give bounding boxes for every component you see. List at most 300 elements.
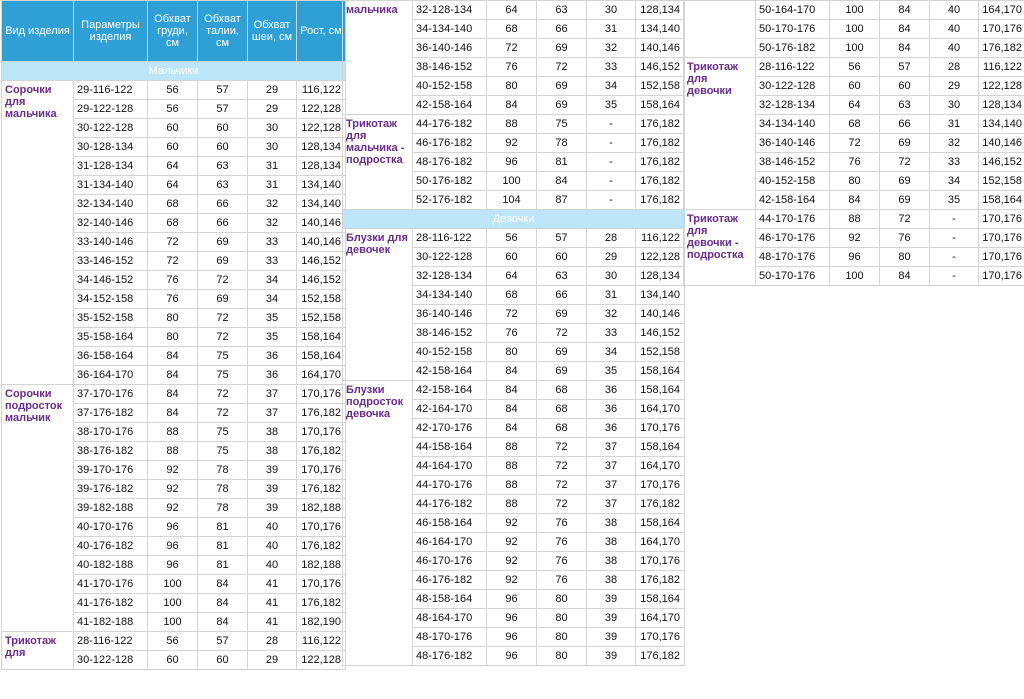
chest-cell: 56 <box>830 58 880 77</box>
waist-cell: 75 <box>198 347 248 366</box>
height-cell: 170,176 <box>636 476 685 495</box>
chest-cell: 96 <box>487 590 537 609</box>
size-params-cell: 38-170-176 <box>74 423 148 442</box>
waist-cell: 63 <box>198 176 248 195</box>
size-params-cell: 48-176-182 <box>413 153 487 172</box>
column-header: Вид изделия <box>2 1 74 62</box>
neck-cell: - <box>930 229 979 248</box>
waist-cell: 81 <box>198 537 248 556</box>
chest-cell: 64 <box>830 96 880 115</box>
neck-cell: 29 <box>248 81 297 100</box>
waist-cell: 68 <box>537 381 587 400</box>
height-cell: 164,170 <box>636 457 685 476</box>
section-title: Девочки <box>343 210 685 229</box>
size-table <box>1 0 346 670</box>
size-params-cell: 34-146-152 <box>74 271 148 290</box>
waist-cell: 69 <box>198 252 248 271</box>
height-cell: 158,164 <box>636 514 685 533</box>
size-params-cell: 44-176-182 <box>413 115 487 134</box>
chest-cell: 60 <box>487 248 537 267</box>
size-params-cell: 28-116-122 <box>74 632 148 651</box>
chest-cell: 64 <box>148 157 198 176</box>
height-cell: 170,176 <box>979 248 1024 267</box>
product-group-label: Трикотаж для девочки - подростка <box>684 210 756 286</box>
height-cell: 170,176 <box>636 552 685 571</box>
waist-cell: 69 <box>198 233 248 252</box>
size-params-cell: 42-158-164 <box>413 96 487 115</box>
size-table <box>342 0 685 666</box>
height-cell: 128,134 <box>979 96 1024 115</box>
waist-cell: 69 <box>537 362 587 381</box>
chest-cell: 64 <box>487 267 537 286</box>
chest-cell: 72 <box>487 305 537 324</box>
size-params-cell: 42-170-176 <box>413 419 487 438</box>
neck-cell: 39 <box>587 628 636 647</box>
chest-cell: 72 <box>148 252 198 271</box>
chest-cell: 68 <box>830 115 880 134</box>
height-cell: 134,140 <box>297 195 346 214</box>
height-cell: 164,170 <box>979 1 1024 20</box>
waist-cell: 68 <box>537 400 587 419</box>
chest-cell: 104 <box>487 191 537 210</box>
neck-cell: 37 <box>587 495 636 514</box>
neck-cell: 36 <box>587 381 636 400</box>
waist-cell: 87 <box>537 191 587 210</box>
neck-cell: 34 <box>930 172 979 191</box>
height-cell: 176,182 <box>297 404 346 423</box>
neck-cell: 38 <box>587 552 636 571</box>
chest-cell: 76 <box>830 153 880 172</box>
height-cell: 122,128 <box>297 100 346 119</box>
height-cell: 176,182 <box>636 134 685 153</box>
chest-cell: 80 <box>830 172 880 191</box>
size-params-cell: 46-158-164 <box>413 514 487 533</box>
neck-cell: 38 <box>248 442 297 461</box>
size-params-cell: 41-176-182 <box>74 594 148 613</box>
waist-cell: 69 <box>880 191 930 210</box>
height-cell: 122,128 <box>979 77 1024 96</box>
neck-cell: - <box>587 153 636 172</box>
size-params-cell: 39-176-182 <box>74 480 148 499</box>
neck-cell: 29 <box>930 77 979 96</box>
size-params-cell: 38-146-152 <box>413 58 487 77</box>
chest-cell: 64 <box>148 176 198 195</box>
table-row <box>343 1 685 20</box>
waist-cell: 57 <box>198 100 248 119</box>
neck-cell: 33 <box>930 153 979 172</box>
chest-cell: 92 <box>487 533 537 552</box>
height-cell: 170,176 <box>979 210 1024 229</box>
neck-cell: 40 <box>930 20 979 39</box>
height-cell: 164,170 <box>297 366 346 385</box>
waist-cell: 63 <box>880 96 930 115</box>
chest-cell: 56 <box>487 229 537 248</box>
waist-cell: 80 <box>537 647 587 666</box>
neck-cell: 40 <box>248 537 297 556</box>
chest-cell: 96 <box>487 628 537 647</box>
column-header: Параметры изделия <box>74 1 148 62</box>
height-cell: 116,122 <box>979 58 1024 77</box>
chest-cell: 92 <box>148 480 198 499</box>
size-params-cell: 31-134-140 <box>74 176 148 195</box>
chest-cell: 80 <box>487 343 537 362</box>
chest-cell: 88 <box>148 423 198 442</box>
size-params-cell: 48-164-170 <box>413 609 487 628</box>
size-params-cell: 29-122-128 <box>74 100 148 119</box>
height-cell: 140,146 <box>636 39 685 58</box>
height-cell: 158,164 <box>636 381 685 400</box>
waist-cell: 80 <box>537 609 587 628</box>
table-row <box>684 1 1024 20</box>
height-cell: 176,182 <box>636 495 685 514</box>
table-header-row <box>2 1 346 62</box>
height-cell: 134,140 <box>636 20 685 39</box>
chest-cell: 96 <box>487 647 537 666</box>
size-params-cell: 36-164-170 <box>74 366 148 385</box>
chest-cell: 100 <box>148 575 198 594</box>
waist-cell: 84 <box>198 613 248 632</box>
waist-cell: 81 <box>198 518 248 537</box>
waist-cell: 63 <box>198 157 248 176</box>
size-params-cell: 31-128-134 <box>74 157 148 176</box>
chest-cell: 60 <box>148 119 198 138</box>
waist-cell: 75 <box>537 115 587 134</box>
height-cell: 170,176 <box>297 461 346 480</box>
neck-cell: - <box>930 267 979 286</box>
chest-cell: 92 <box>487 134 537 153</box>
height-cell: 176,182 <box>636 571 685 590</box>
neck-cell: 32 <box>587 305 636 324</box>
waist-cell: 81 <box>537 153 587 172</box>
chest-cell: 92 <box>487 571 537 590</box>
waist-cell: 69 <box>537 77 587 96</box>
height-cell: 164,170 <box>636 400 685 419</box>
height-cell: 146,152 <box>636 324 685 343</box>
neck-cell: - <box>930 248 979 267</box>
waist-cell: 80 <box>880 248 930 267</box>
waist-cell: 78 <box>198 461 248 480</box>
height-cell: 170,176 <box>297 518 346 537</box>
waist-cell: 84 <box>198 594 248 613</box>
neck-cell: 31 <box>930 115 979 134</box>
waist-cell: 72 <box>880 153 930 172</box>
size-params-cell: 44-164-170 <box>413 457 487 476</box>
height-cell: 122,128 <box>297 651 346 670</box>
product-group-label: Трикотаж для <box>2 632 74 670</box>
height-cell: 140,146 <box>297 233 346 252</box>
waist-cell: 69 <box>198 290 248 309</box>
chest-cell: 100 <box>148 594 198 613</box>
chest-cell: 96 <box>148 537 198 556</box>
neck-cell: 39 <box>248 461 297 480</box>
column-header: Обхват талии, см <box>198 1 248 62</box>
size-params-cell: 50-170-176 <box>756 267 830 286</box>
chest-cell: 80 <box>148 328 198 347</box>
height-cell: 176,182 <box>297 480 346 499</box>
neck-cell: 36 <box>587 419 636 438</box>
waist-cell: 60 <box>198 651 248 670</box>
neck-cell: 39 <box>587 609 636 628</box>
neck-cell: 34 <box>248 271 297 290</box>
height-cell: 170,176 <box>636 628 685 647</box>
height-cell: 158,164 <box>636 590 685 609</box>
neck-cell: 37 <box>587 438 636 457</box>
waist-cell: 60 <box>537 248 587 267</box>
neck-cell: 34 <box>248 290 297 309</box>
neck-cell: 37 <box>587 457 636 476</box>
height-cell: 158,164 <box>636 438 685 457</box>
waist-cell: 63 <box>537 267 587 286</box>
height-cell: 128,134 <box>636 1 685 20</box>
size-params-cell: 32-140-146 <box>74 214 148 233</box>
size-params-cell: 40-152-158 <box>413 343 487 362</box>
chest-cell: 88 <box>487 115 537 134</box>
waist-cell: 76 <box>537 533 587 552</box>
size-params-cell: 50-176-182 <box>413 172 487 191</box>
product-group-label <box>684 1 756 58</box>
size-params-cell: 52-176-182 <box>413 191 487 210</box>
neck-cell: 36 <box>587 400 636 419</box>
chest-cell: 56 <box>148 81 198 100</box>
waist-cell: 84 <box>880 267 930 286</box>
neck-cell: 32 <box>248 214 297 233</box>
chest-cell: 84 <box>487 381 537 400</box>
size-params-cell: 33-146-152 <box>74 252 148 271</box>
waist-cell: 72 <box>537 495 587 514</box>
waist-cell: 57 <box>880 58 930 77</box>
size-params-cell: 30-122-128 <box>74 651 148 670</box>
chest-cell: 56 <box>148 100 198 119</box>
chest-cell: 60 <box>830 77 880 96</box>
waist-cell: 76 <box>537 514 587 533</box>
height-cell: 152,158 <box>297 290 346 309</box>
size-params-cell: 40-182-188 <box>74 556 148 575</box>
column-header: Обхват шеи, см <box>248 1 297 62</box>
neck-cell: - <box>587 115 636 134</box>
chest-cell: 72 <box>148 233 198 252</box>
height-cell: 176,182 <box>297 537 346 556</box>
size-params-cell: 39-182-188 <box>74 499 148 518</box>
height-cell: 176,182 <box>636 647 685 666</box>
chest-cell: 96 <box>148 518 198 537</box>
product-group-label: Блузки для девочек <box>343 229 413 381</box>
height-cell: 176,182 <box>636 115 685 134</box>
height-cell: 158,164 <box>979 191 1024 210</box>
neck-cell: 29 <box>587 248 636 267</box>
height-cell: 176,182 <box>636 191 685 210</box>
height-cell: 116,122 <box>297 81 346 100</box>
size-params-cell: 48-176-182 <box>413 647 487 666</box>
neck-cell: 35 <box>587 96 636 115</box>
neck-cell: 41 <box>248 575 297 594</box>
size-params-cell: 40-176-182 <box>74 537 148 556</box>
waist-cell: 80 <box>537 590 587 609</box>
size-params-cell: 50-170-176 <box>756 20 830 39</box>
height-cell: 170,176 <box>979 20 1024 39</box>
neck-cell: 33 <box>587 58 636 77</box>
size-params-cell: 46-170-176 <box>756 229 830 248</box>
chest-cell: 92 <box>830 229 880 248</box>
height-cell: 128,134 <box>297 157 346 176</box>
height-cell: 134,140 <box>636 286 685 305</box>
waist-cell: 57 <box>198 632 248 651</box>
size-params-cell: 38-146-152 <box>413 324 487 343</box>
waist-cell: 78 <box>198 480 248 499</box>
height-cell: 146,152 <box>297 271 346 290</box>
waist-cell: 75 <box>198 423 248 442</box>
height-cell: 122,128 <box>297 119 346 138</box>
waist-cell: 72 <box>198 385 248 404</box>
chest-cell: 76 <box>148 271 198 290</box>
neck-cell: 33 <box>248 233 297 252</box>
size-params-cell: 42-158-164 <box>756 191 830 210</box>
height-cell: 182,190 <box>297 613 346 632</box>
neck-cell: 40 <box>248 518 297 537</box>
waist-cell: 66 <box>198 214 248 233</box>
height-cell: 170,176 <box>636 419 685 438</box>
size-params-cell: 35-152-158 <box>74 309 148 328</box>
table-row <box>684 210 1024 229</box>
neck-cell: 39 <box>248 499 297 518</box>
chest-cell: 96 <box>830 248 880 267</box>
size-table <box>683 0 1024 286</box>
section-title: Мальчики <box>2 62 346 81</box>
waist-cell: 84 <box>880 39 930 58</box>
chest-cell: 76 <box>487 58 537 77</box>
chest-cell: 72 <box>487 39 537 58</box>
neck-cell: 30 <box>248 119 297 138</box>
waist-cell: 72 <box>198 271 248 290</box>
waist-cell: 84 <box>198 575 248 594</box>
size-params-cell: 38-146-152 <box>756 153 830 172</box>
waist-cell: 69 <box>537 305 587 324</box>
chest-cell: 56 <box>148 632 198 651</box>
chest-cell: 64 <box>487 1 537 20</box>
neck-cell: 38 <box>587 571 636 590</box>
height-cell: 182,188 <box>297 499 346 518</box>
size-params-cell: 35-158-164 <box>74 328 148 347</box>
height-cell: 164,170 <box>636 609 685 628</box>
size-params-cell: 38-176-182 <box>74 442 148 461</box>
size-params-cell: 41-170-176 <box>74 575 148 594</box>
neck-cell: 29 <box>248 651 297 670</box>
waist-cell: 57 <box>198 81 248 100</box>
height-cell: 182,188 <box>297 556 346 575</box>
height-cell: 122,128 <box>636 248 685 267</box>
height-cell: 146,152 <box>297 252 346 271</box>
size-params-cell: 28-116-122 <box>756 58 830 77</box>
chest-cell: 68 <box>487 286 537 305</box>
size-params-cell: 40-152-158 <box>756 172 830 191</box>
height-cell: 140,146 <box>297 214 346 233</box>
size-params-cell: 30-122-128 <box>756 77 830 96</box>
neck-cell: 28 <box>930 58 979 77</box>
size-params-cell: 34-134-140 <box>413 20 487 39</box>
chest-cell: 84 <box>148 385 198 404</box>
chest-cell: 68 <box>487 20 537 39</box>
neck-cell: - <box>930 210 979 229</box>
size-params-cell: 32-134-140 <box>74 195 148 214</box>
size-table-column-3 <box>683 0 1024 286</box>
neck-cell: 31 <box>587 20 636 39</box>
neck-cell: 36 <box>248 347 297 366</box>
table-row <box>343 381 685 400</box>
chest-cell: 84 <box>487 400 537 419</box>
size-params-cell: 33-140-146 <box>74 233 148 252</box>
chest-cell: 76 <box>487 324 537 343</box>
neck-cell: 38 <box>248 423 297 442</box>
height-cell: 164,170 <box>636 533 685 552</box>
chest-cell: 92 <box>148 461 198 480</box>
waist-cell: 69 <box>880 134 930 153</box>
neck-cell: 35 <box>587 362 636 381</box>
waist-cell: 69 <box>537 39 587 58</box>
neck-cell: 32 <box>930 134 979 153</box>
chest-cell: 84 <box>148 404 198 423</box>
height-cell: 134,140 <box>297 176 346 195</box>
chest-cell: 88 <box>487 476 537 495</box>
chest-cell: 84 <box>487 362 537 381</box>
height-cell: 152,158 <box>636 77 685 96</box>
size-params-cell: 50-176-182 <box>756 39 830 58</box>
chest-cell: 76 <box>148 290 198 309</box>
size-params-cell: 37-176-182 <box>74 404 148 423</box>
chest-cell: 84 <box>487 419 537 438</box>
neck-cell: 28 <box>587 229 636 248</box>
waist-cell: 66 <box>198 195 248 214</box>
height-cell: 146,152 <box>979 153 1024 172</box>
height-cell: 170,176 <box>297 423 346 442</box>
size-params-cell: 30-122-128 <box>413 248 487 267</box>
size-params-cell: 34-134-140 <box>413 286 487 305</box>
neck-cell: 37 <box>248 385 297 404</box>
waist-cell: 81 <box>198 556 248 575</box>
waist-cell: 72 <box>537 438 587 457</box>
neck-cell: - <box>587 172 636 191</box>
size-params-cell: 42-164-170 <box>413 400 487 419</box>
neck-cell: 30 <box>930 96 979 115</box>
product-group-label: мальчика <box>343 1 413 115</box>
height-cell: 140,146 <box>979 134 1024 153</box>
waist-cell: 69 <box>537 343 587 362</box>
chest-cell: 84 <box>148 347 198 366</box>
neck-cell: 38 <box>587 533 636 552</box>
size-params-cell: 39-170-176 <box>74 461 148 480</box>
neck-cell: 29 <box>248 100 297 119</box>
neck-cell: 37 <box>248 404 297 423</box>
size-params-cell: 46-176-182 <box>413 571 487 590</box>
waist-cell: 72 <box>537 58 587 77</box>
chest-cell: 100 <box>487 172 537 191</box>
chest-cell: 88 <box>487 438 537 457</box>
table-row <box>684 58 1024 77</box>
neck-cell: 28 <box>248 632 297 651</box>
neck-cell: 39 <box>587 590 636 609</box>
waist-cell: 72 <box>880 210 930 229</box>
waist-cell: 60 <box>198 119 248 138</box>
height-cell: 176,182 <box>297 594 346 613</box>
table-row <box>2 385 346 404</box>
size-params-cell: 42-158-164 <box>413 362 487 381</box>
chest-cell: 96 <box>148 556 198 575</box>
size-params-cell: 46-176-182 <box>413 134 487 153</box>
waist-cell: 80 <box>537 628 587 647</box>
waist-cell: 69 <box>537 96 587 115</box>
neck-cell: 30 <box>587 267 636 286</box>
neck-cell: 31 <box>248 157 297 176</box>
neck-cell: 39 <box>248 480 297 499</box>
size-params-cell: 30-128-134 <box>74 138 148 157</box>
